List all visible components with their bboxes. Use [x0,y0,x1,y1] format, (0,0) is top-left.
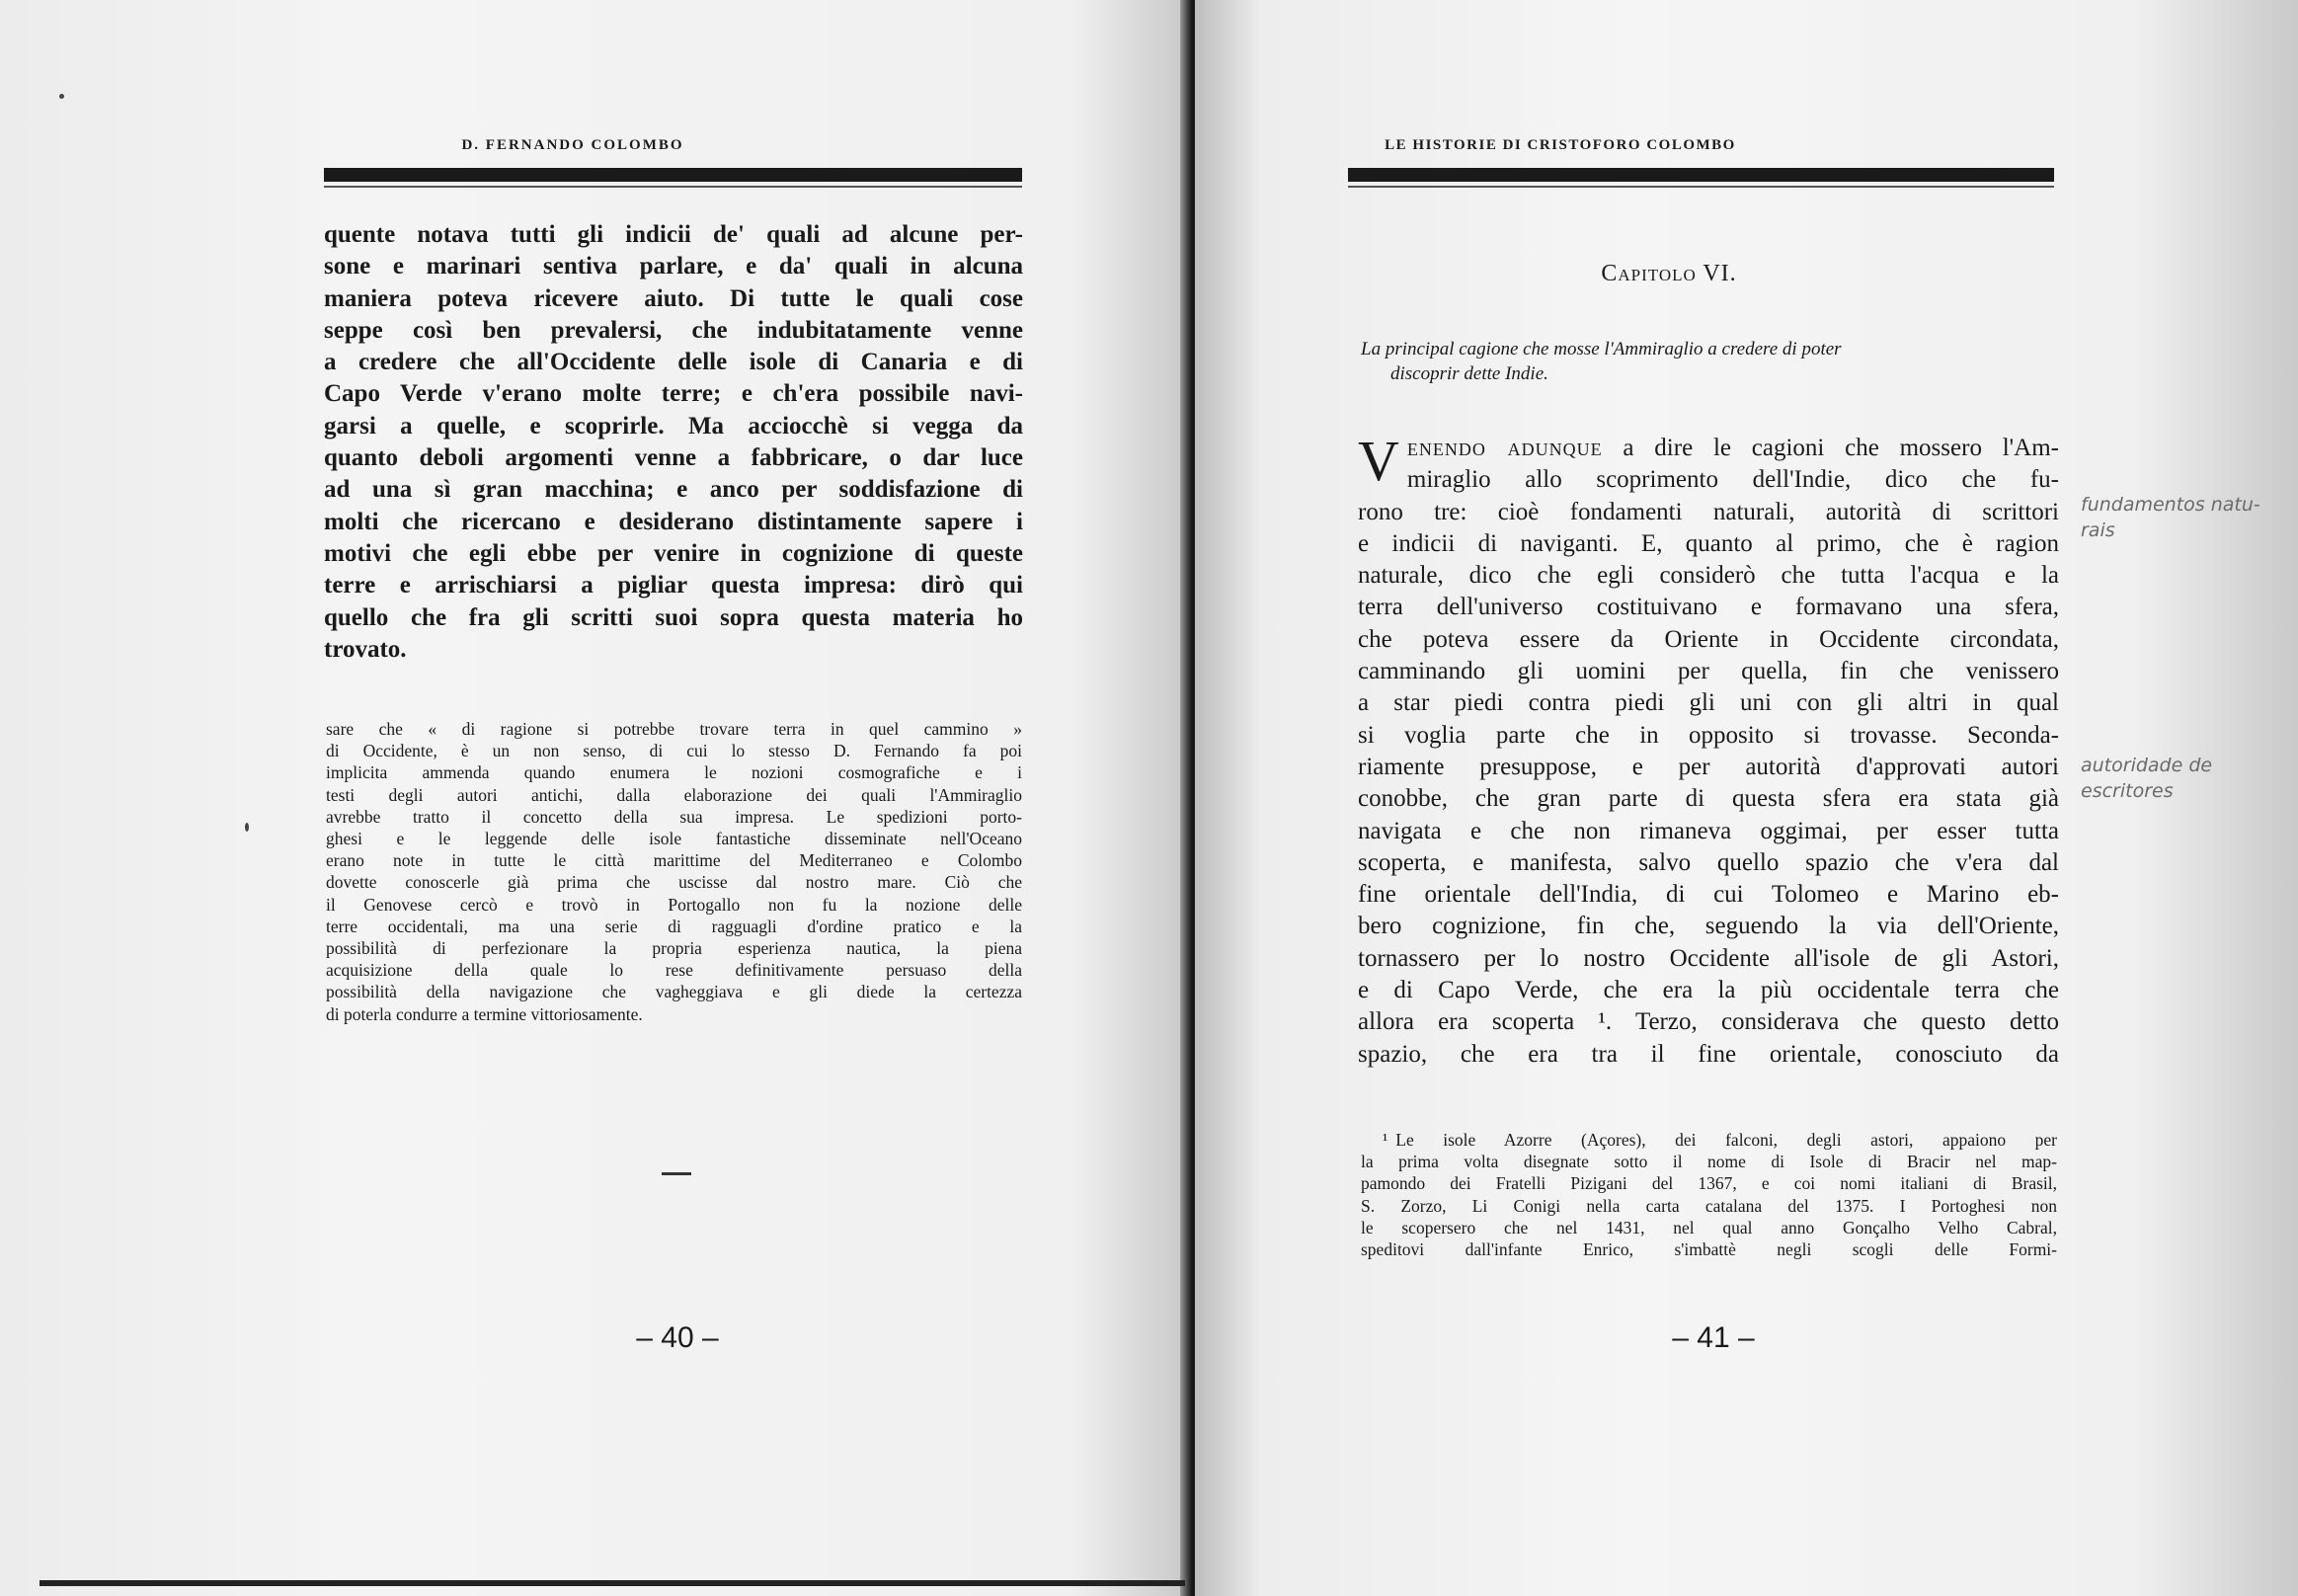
text-line: conobbe, che gran parte di questa sfera era stata già [1358,785,2059,813]
chapter-title: Capitolo VI. [1601,261,1737,286]
text-line: molti che ricercano e desiderano distintamente sapere i [324,508,1023,535]
text-line: terre occidentali, ma una serie di ragguagli d'ordine pratico e la [326,916,1022,936]
page-number-left: – 40 – [636,1321,719,1354]
header-rule-thin-left [324,186,1022,188]
text-line: seppe così ben prevalersi, che indubitatamente venne [324,316,1023,344]
footnote-text: Le isole Azorre (Açores), dei falconi, degli astori, appaiono per [1395,1130,2057,1150]
text-line: maniera poteva ricevere aiuto. Di tutte le quali cose [324,284,1023,312]
header-rule-right [1348,168,2054,182]
text-line: tornassero per lo nostro Occidente all'isole de gli Astori, [1358,944,2059,972]
text-line: erano note in tutte le città marittime del Mediterraneo e Colombo [326,850,1022,871]
text-line: Capo Verde v'erano molte terre; e ch'era possibile navi- [324,380,1023,408]
text-line: di Occidente, è un non senso, di cui lo stesso D. Fernando fa poi [326,741,1022,761]
speck [59,94,64,99]
left-note-text [326,718,1022,1025]
text-line: sare che « di ragione si potrebbe trovare terra in quel cammino » [326,719,1022,739]
text-line: implicita ammenda quando enumera le nozioni cosmografiche e i [326,762,1022,783]
footnote-line: la prima volta disegnate sotto il nome di Isole di Bracir nel map- [1361,1152,2057,1172]
handwritten-margin-note [2081,492,2288,543]
text-line: miraglio allo scoprimento dell'Indie, dico che fu- [1406,466,2059,494]
drop-cap: V [1358,429,1399,493]
text-line: sone e marinari sentiva parlare, e da' quali in alcuna [324,253,1023,280]
chapter-subtitle [1361,337,2057,386]
text-line: bero cognizione, fin che, seguendo la via dell'Oriente, [1358,913,2059,940]
text-line: navigata e che non rimaneva oggimai, per esser tutta [1358,817,2059,844]
text-line: avrebbe tratto il concetto della sua impresa. Le spedizioni porto- [326,806,1022,827]
text-line: e indicii di naviganti. E, quanto al primo, che è ragion [1358,529,2059,557]
header-rule-thin-right [1348,186,2054,188]
text-line: quente notava tutti gli indicii de' quali ad alcune per- [324,221,1023,248]
header-rule-left [324,168,1022,182]
text-line: ad una sì gran macchina; e anco per soddisfazione di [324,476,1023,504]
text-line [1358,433,2059,464]
handwritten-margin-note [2081,753,2288,804]
page-bottom-edge [40,1580,1185,1586]
text-line: possibilità di perfezionare la propria esperienza nautica, la piena [326,938,1022,959]
running-head-left: D. FERNANDO COLOMBO [461,137,684,153]
footnote-line: S. Zorzo, Li Conigi nella carta catalana del 1375. I Portoghesi non [1361,1195,2057,1216]
text-line: dovette conoscerle già prima che uscisse dal nostro mare. Ciò che [326,872,1022,893]
speck [245,823,249,832]
margin-note-line: rais [2081,519,2115,541]
footnote-line: le scopersero che nel 1431, nel qual anno Gonçalho Velho Cabral, [1361,1217,2057,1237]
text-line: rono tre: cioè fondamenti naturali, autorità di scrittori [1358,498,2059,525]
text-line: naturale, dico che egli considerò che tutta l'acqua e la [1358,562,2059,590]
dash-mark [662,1172,691,1175]
text-line: che poteva essere da Oriente in Occidente circondata, [1358,625,2059,653]
text-line: di poterla condurre a termine vittoriosamente. [326,1003,643,1024]
footnote [1361,1129,2057,1260]
text-line: il Genovese cercò e trovò in Portogallo non fu la nozione delle [326,894,1022,915]
text-line: quanto deboli argomenti venne a fabbricare, o dar luce [324,444,1023,472]
text-line: testi degli autori antichi, dalla elaborazione dei quali l'Ammiraglio [326,784,1022,805]
text-line: si voglia parte che in opposito si trovasse. Seconda- [1358,721,2059,749]
footnote-line [1361,1129,2057,1151]
text-line: motivi che egli ebbe per venire in cognizione di queste [324,539,1023,567]
text-line: acquisizione della quale lo rese definitivamente persuaso della [326,960,1022,981]
text-line: a star piedi contra piedi gli uni con gli altri in qual [1358,689,2059,717]
text-line: garsi a quelle, e scoprirle. Ma acciocchè si vegga da [324,412,1023,439]
right-body-text [1358,429,2059,1071]
running-head-right: LE HISTORIE DI CRISTOFORO COLOMBO [1385,137,1736,153]
text-line: terra dell'universo costituivano e formavano una sfera, [1358,594,2059,621]
text-line: scoperta, e manifesta, salvo quello spazio che v'era dal [1358,848,2059,876]
text-line: possibilità della navigazione che vagheggiava e gli diede la certezza [326,982,1022,1002]
text-line: a credere che all'Occidente delle isole di Canaria e di [324,349,1023,376]
footnote-marker: ¹ [1383,1130,1388,1150]
text-line: e di Capo Verde, che era la più occidentale terra che [1358,977,2059,1004]
subtitle-line: discoprir dette Indie. [1390,363,1548,384]
margin-note-line: fundamentos natu- [2081,494,2260,516]
footnote-line: pamondo dei Fratelli Pizigani del 1367, e coi nomi italiani di Brasil, [1361,1173,2057,1194]
text-line: fine orientale dell'India, di cui Tolomeo e Marino eb- [1358,881,2059,909]
text-line: riamente presuppose, e per autorità d'approvati autori [1358,753,2059,780]
text-line: spazio, che era tra il fine orientale, conosciuto da [1358,1040,2059,1068]
page-number-right: – 41 – [1672,1321,1755,1354]
right-page [1195,0,2298,1596]
text-line: ghesi e le leggende delle isole fantastiche disseminate nell'Oceano [326,829,1022,849]
text-line: allora era scoperta ¹. Terzo, considerava che questo detto [1358,1008,2059,1036]
text-line: trovato. [324,635,407,663]
text-line-rest: a dire le cagioni che mossero l'Am- [1602,435,2059,461]
footnote-line: speditovi dall'infante Enrico, s'imbattè negli scogli delle Formi- [1361,1239,2057,1260]
margin-note-line: escritores [2081,780,2174,802]
subtitle-line: La principal cagione che mosse l'Ammiraglio a credere di poter [1361,339,1842,359]
opening-words: enendo adunque [1406,435,1603,461]
margin-note-line: autoridade de [2081,755,2213,776]
text-line: camminando gli uomini per quella, fin che venissero [1358,658,2059,685]
text-line: quello che fra gli scritti suoi sopra questa materia ho [324,603,1023,631]
text-line: terre e arrischiarsi a pigliar questa impresa: dirò qui [324,572,1023,599]
left-body-text [324,219,1023,666]
